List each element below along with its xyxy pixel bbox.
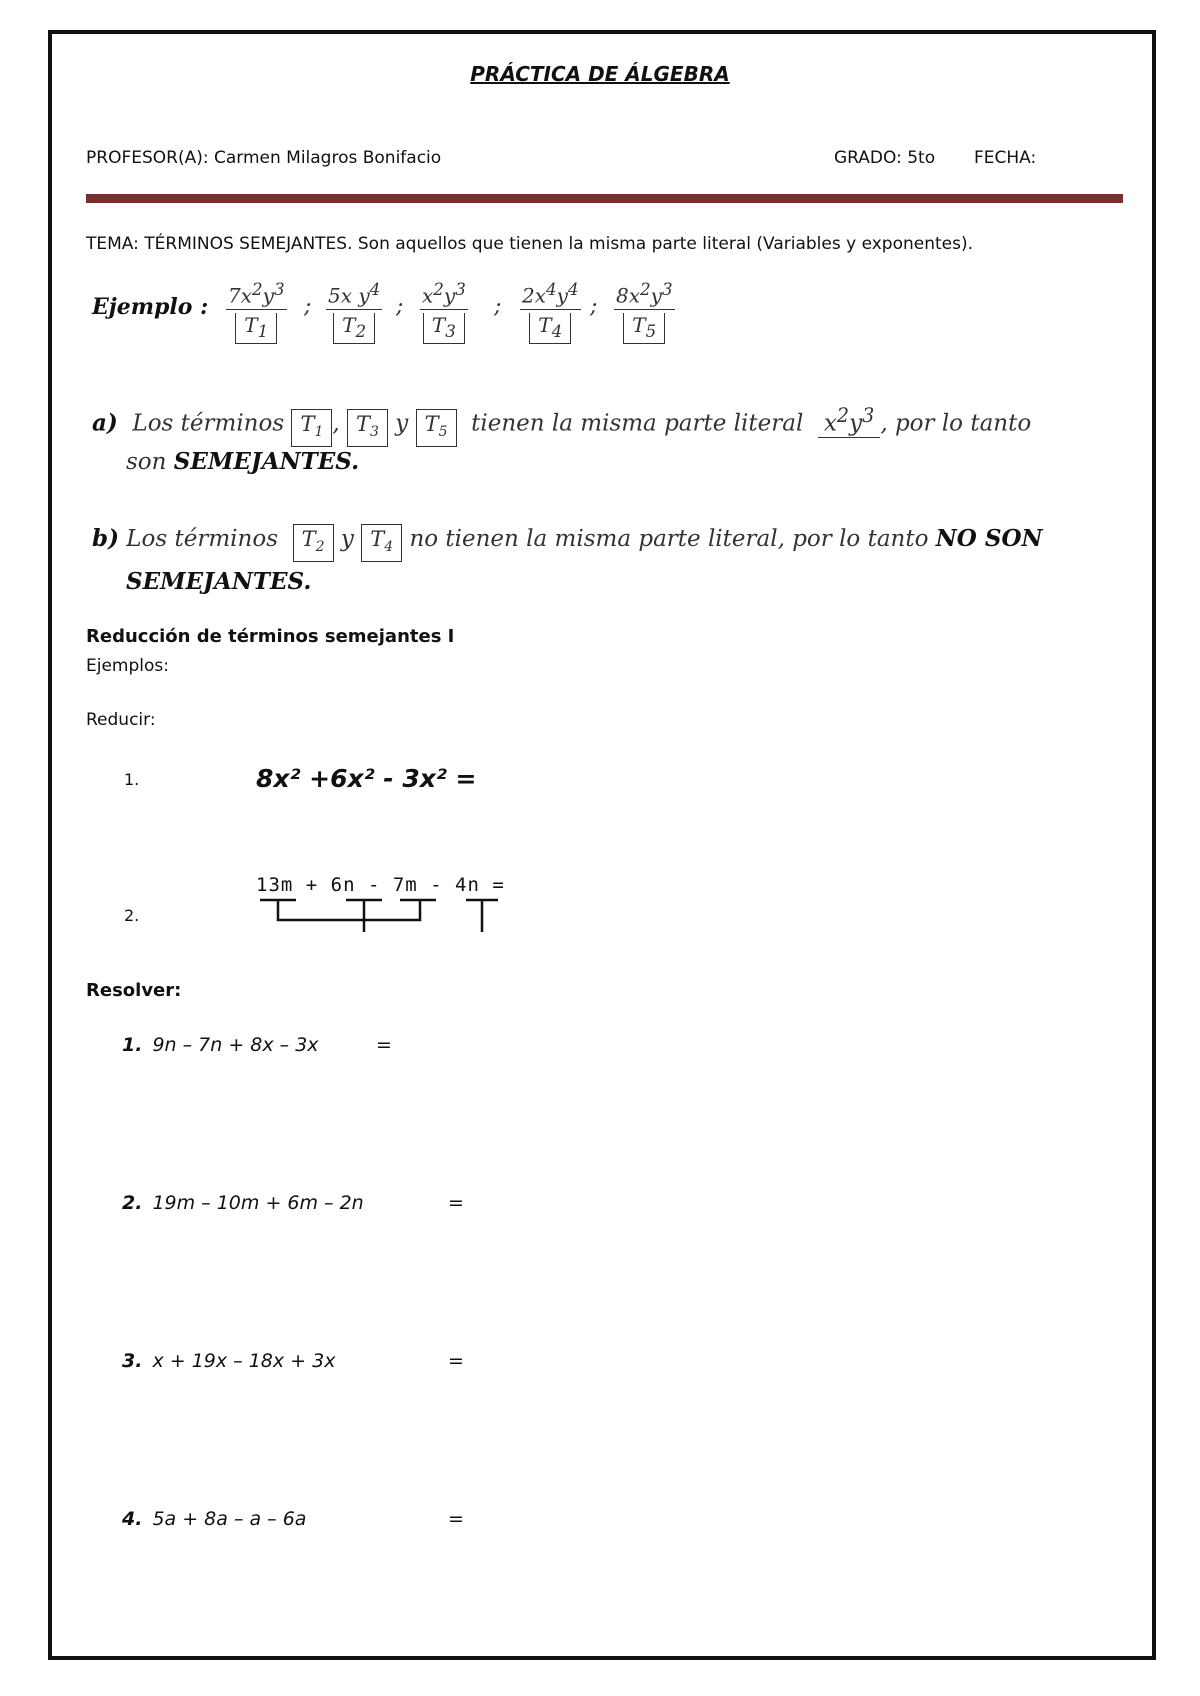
reduce-equation-1: 8x² +6x² - 3x² = [256, 764, 477, 793]
header-divider [86, 194, 1123, 203]
page-title: PRÁCTICA DE ÁLGEBRA [470, 62, 730, 86]
grouping-brackets [256, 898, 516, 934]
point-a-line-1: a) Los términos $T_1$ , $T_3$ y $T_5$ tienen la misma parte literal $x^2y^3$ , por lo tanto [92, 404, 1031, 447]
point-a-line-2: son SEMEJANTES. [126, 448, 360, 475]
example-label: Ejemplo : [92, 294, 209, 320]
example-term-5: $\frac{8x^2y^3}{T_5}$ [614, 280, 675, 344]
literal-part: $x^2y^3$ [818, 404, 880, 438]
separator: ; [494, 294, 502, 319]
item-number: 2. [124, 906, 140, 925]
reduce-label: Reducir: [86, 710, 156, 730]
page-border [48, 30, 1156, 1660]
grade-label: GRADO: 5to [834, 148, 936, 168]
example-term-2: $\frac{5x y^4}{T_2}$ [326, 280, 382, 344]
term-box-t5: $T_5$ [416, 409, 457, 447]
topic-text: TEMA: TÉRMINOS SEMEJANTES. Son aquellos que tienen la misma parte literal (Variables y exponentes). [86, 234, 974, 254]
exercise-1: 1. 9n – 7n + 8x – 3x = [122, 1034, 392, 1056]
term-box-t3: $T_3$ [347, 409, 388, 447]
section-title-resolver: Resolver: [86, 980, 182, 1001]
exercise-2: 2. 19m – 10m + 6m – 2n = [122, 1192, 464, 1214]
date-label: FECHA: [974, 148, 1037, 168]
separator: ; [590, 294, 598, 319]
example-term-1: $\frac{7x^2y^3}{T_1}$ [226, 280, 287, 344]
item-number: 1. [124, 770, 140, 789]
section-title-reduccion: Reducción de términos semejantes I [86, 626, 455, 647]
term-box-t4: $T_4$ [361, 524, 402, 562]
separator: ; [396, 294, 404, 319]
exercise-3: 3. x + 19x – 18x + 3x = [122, 1350, 464, 1372]
point-b-line-1: b) Los términos $T_2$ y $T_4$ no tienen la misma parte literal, por lo tanto NO SON [92, 524, 1043, 562]
teacher-name: PROFESOR(A): Carmen Milagros Bonifacio [86, 148, 442, 168]
point-b-line-2: SEMEJANTES. [126, 568, 312, 595]
term-box-t2: $T_2$ [293, 524, 334, 562]
reduce-equation-2: 13m + 6n - 7m - 4n = [256, 874, 505, 896]
example-term-3: $\frac{x^2y^3}{T_3}$ [420, 280, 468, 344]
example-term-4: $\frac{2x^4y^4}{T_4}$ [520, 280, 581, 344]
separator: ; [304, 294, 312, 319]
exercise-4: 4. 5a + 8a – a – 6a = [122, 1508, 464, 1530]
examples-label: Ejemplos: [86, 656, 169, 676]
term-box-t1: $T_1$ [291, 409, 332, 447]
